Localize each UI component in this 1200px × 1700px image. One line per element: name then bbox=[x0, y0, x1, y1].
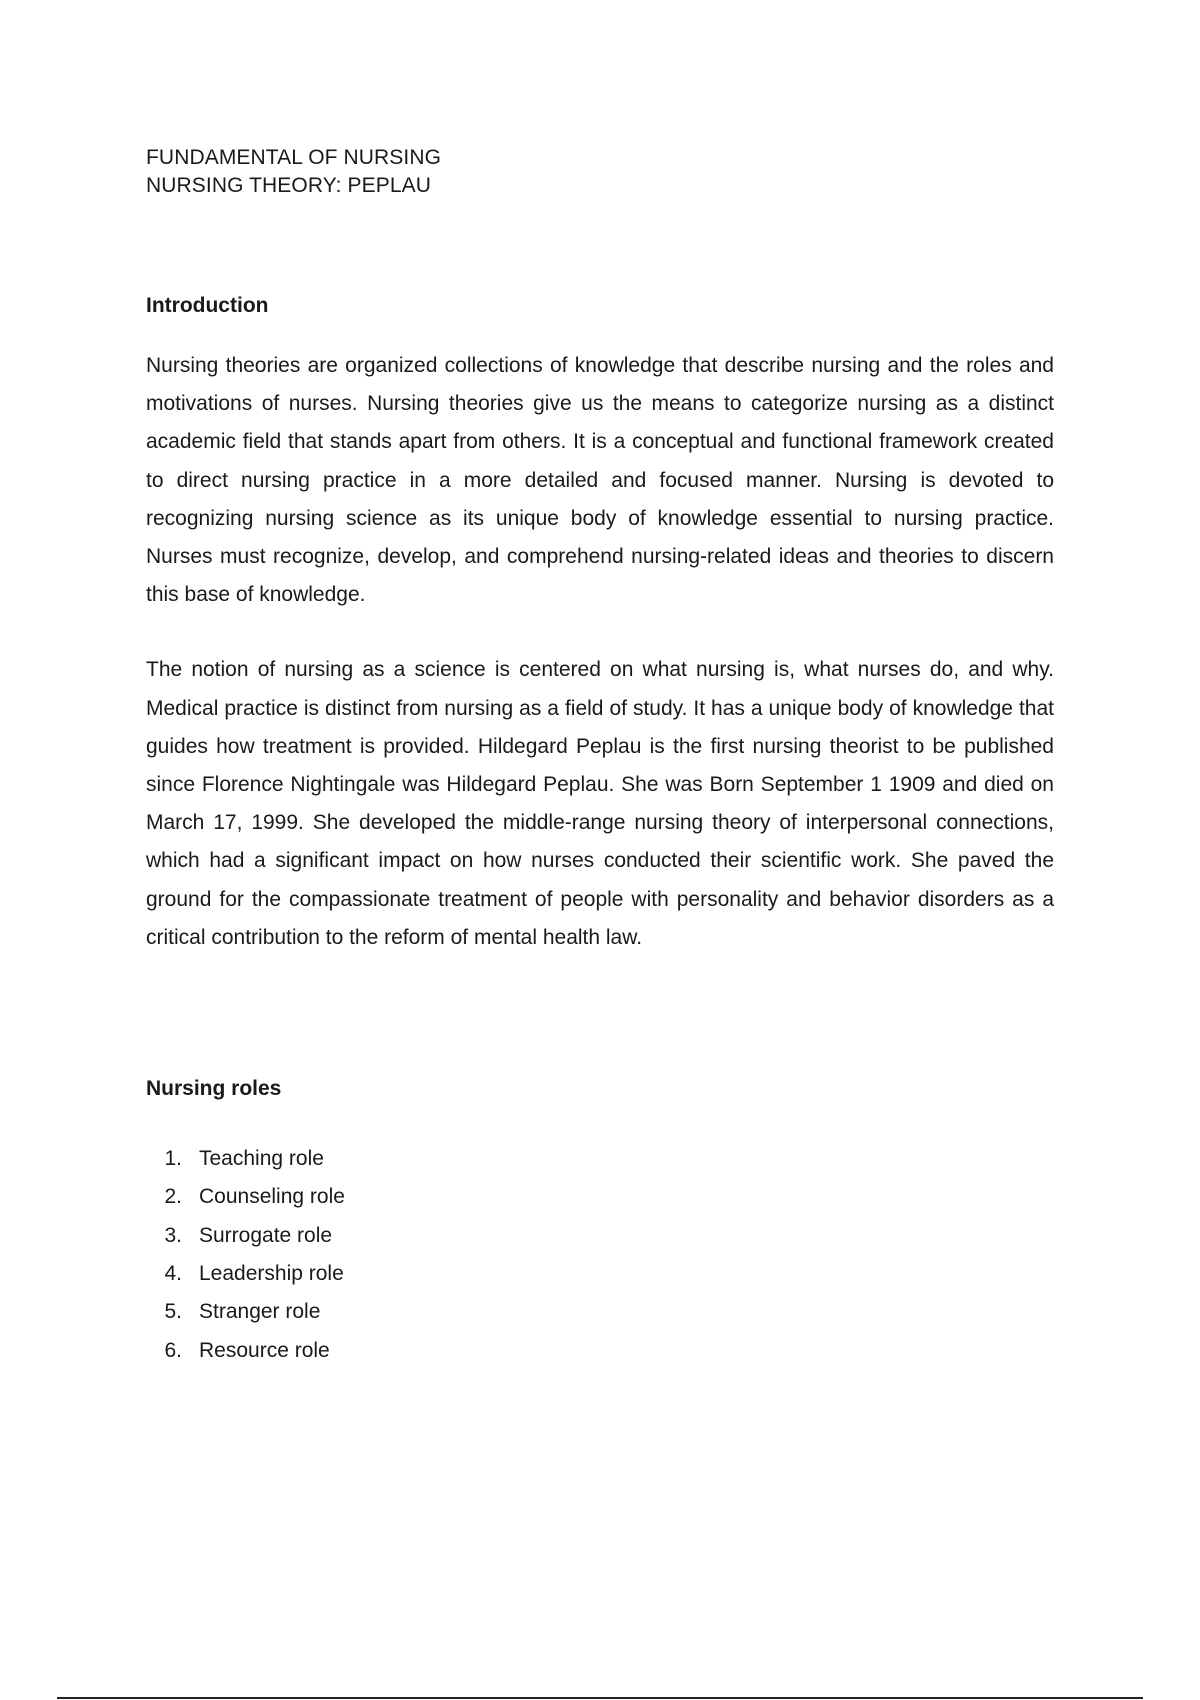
list-item-number: 6. bbox=[164, 1338, 182, 1362]
nursing-roles-list bbox=[146, 1140, 1054, 1370]
list-item-label: Leadership role bbox=[199, 1261, 344, 1285]
list-item-label: Teaching role bbox=[199, 1147, 324, 1171]
list-item bbox=[146, 1255, 1054, 1293]
list-item bbox=[146, 1217, 1054, 1255]
course-title: FUNDAMENTAL OF NURSING bbox=[146, 146, 442, 169]
list-item bbox=[146, 1332, 1054, 1370]
list-item-label: Surrogate role bbox=[199, 1223, 333, 1247]
list-item-number: 5. bbox=[164, 1300, 182, 1324]
list-item bbox=[146, 1293, 1054, 1331]
list-item-label: Counseling role bbox=[199, 1185, 345, 1209]
page-bottom-divider bbox=[57, 1697, 1143, 1699]
nursing-roles-heading: Nursing roles bbox=[146, 1077, 282, 1101]
list-item-number: 2. bbox=[164, 1185, 182, 1209]
list-item bbox=[146, 1178, 1054, 1216]
list-item-number: 1. bbox=[164, 1147, 182, 1171]
list-item bbox=[146, 1140, 1054, 1178]
theory-title: NURSING THEORY: PEPLAU bbox=[146, 174, 432, 197]
introduction-paragraph-1: Nursing theories are organized collections of knowledge that describe nursing and the roles and motivations of nurses. Nursing theories give us the means to categorize nursing as a distinct academic field that stands apart from others. It is a conceptual and functional framework created to direct nursing practice in a more detailed and focused manner. Nursing is devoted to recognizing nursing science as its unique body of knowledge essential to nursing practice. Nurses must recognize, develop, and comprehend nursing-related ideas and theories to discern this base of knowledge. bbox=[146, 354, 1054, 607]
document-body bbox=[146, 144, 1054, 1370]
list-item-number: 3. bbox=[164, 1223, 182, 1247]
introduction-heading: Introduction bbox=[146, 294, 269, 317]
list-item-label: Stranger role bbox=[199, 1300, 321, 1324]
introduction-paragraph-2: The notion of nursing as a science is centered on what nursing is, what nurses do, and why. Medical practice is distinct from nursing as a field of study. It has a unique body of knowledge that guides how treatment is provided. Hildegard Peplau is the first nursing theorist to be published since Florence Nightingale was Hildegard Peplau. She was Born September 1 1909 and died on March 17, 1999. She developed the middle-range nursing theory of interpersonal connections, which had a significant impact on how nurses conducted their scientific work. She paved the ground for the compassionate treatment of people with personality and behavior disorders as a critical contribution to the reform of mental health law. bbox=[146, 658, 1054, 949]
list-item-label: Resource role bbox=[199, 1338, 330, 1362]
list-item-number: 4. bbox=[164, 1261, 182, 1285]
